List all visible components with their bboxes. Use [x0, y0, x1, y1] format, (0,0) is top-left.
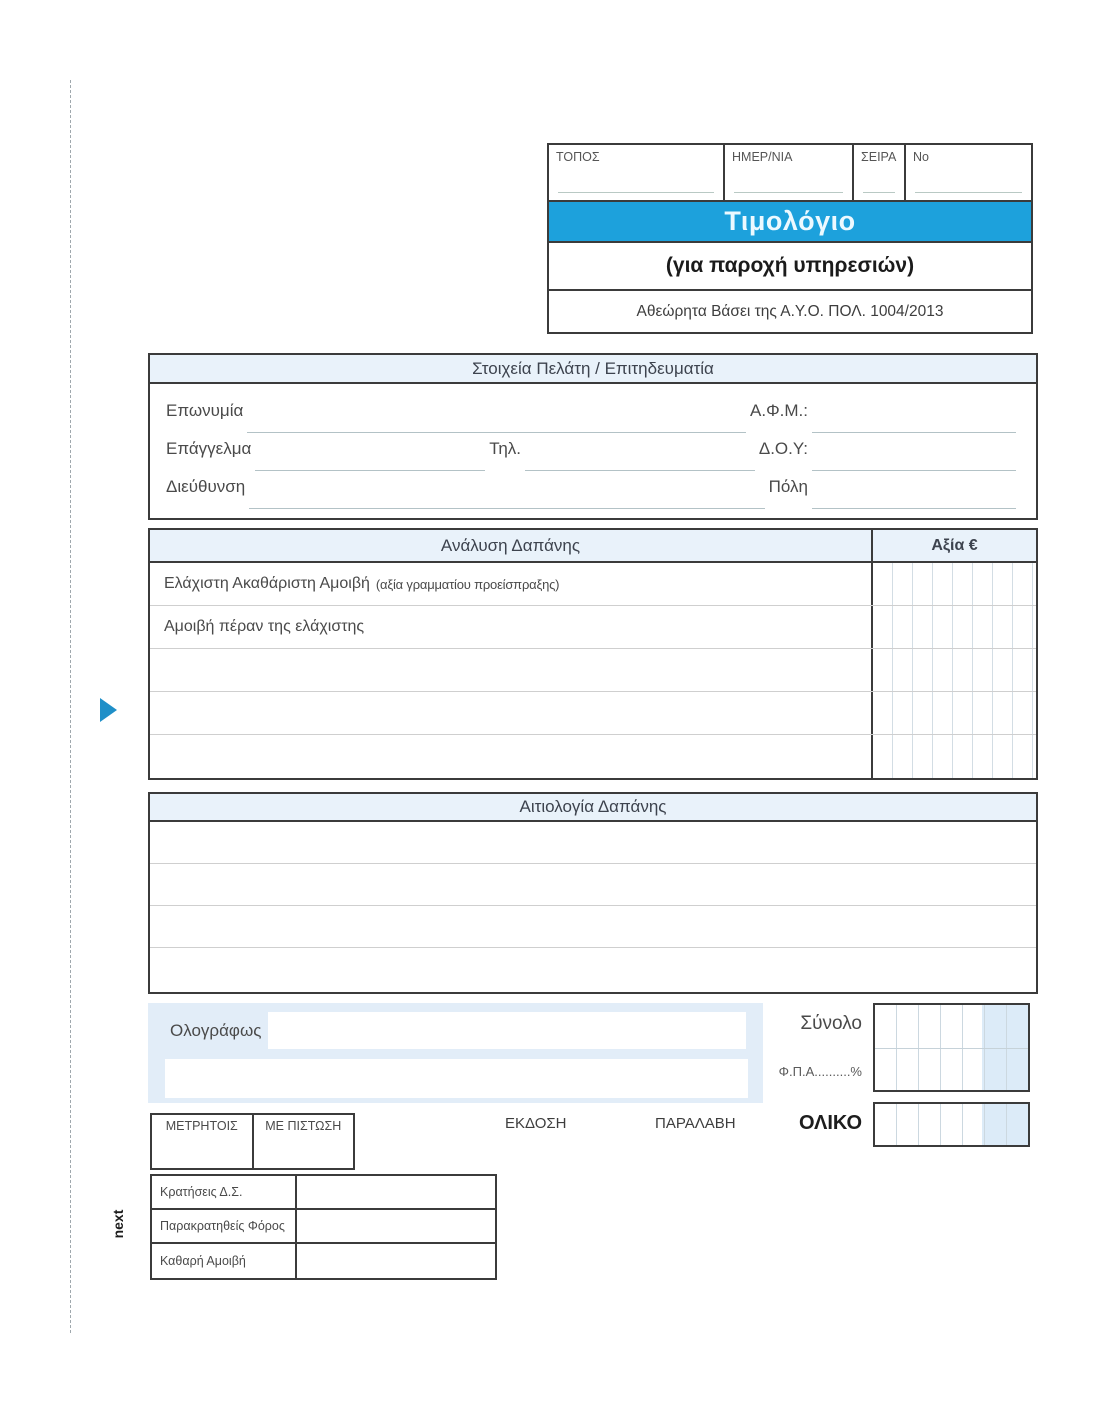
analysis-row [150, 606, 1036, 649]
date-field [725, 145, 854, 200]
address-input[interactable] [249, 495, 764, 509]
analysis-desc-cell[interactable] [150, 692, 871, 734]
vat-label: Φ.Π.Α..........% [778, 1064, 862, 1079]
deduction-ds-label: Κρατήσεις Δ.Σ. [152, 1176, 297, 1208]
minimum-fee-paren: (αξία γραμματίου προείσπραξης) [375, 576, 560, 592]
invoice-title: Τιμολόγιο [724, 206, 856, 236]
invoice-header-box [547, 143, 1033, 334]
customer-section-title: Στοιχεία Πελάτη / Επιτηδευματία [472, 358, 714, 378]
customer-details-box [148, 353, 1038, 520]
next-copy-label: next [110, 1209, 126, 1239]
invoice-note-row [549, 289, 1031, 332]
net-fee-input[interactable] [297, 1244, 495, 1278]
net-fee-label: Καθαρή Αμοιβή [152, 1244, 297, 1278]
company-name-input[interactable] [247, 419, 746, 433]
invoice-subtitle-row [549, 243, 1031, 289]
justification-section-header [150, 794, 1036, 822]
series-input[interactable] [863, 192, 895, 193]
afm-label: Α.Φ.Μ.: [750, 401, 808, 420]
invoice-note: Αθεώρητα Βάσει της Α.Υ.Ο. ΠΟΛ. 1004/2013 [636, 302, 944, 320]
doy-label: Δ.Ο.Υ: [758, 439, 808, 458]
date-input[interactable] [734, 192, 843, 193]
address-label: Διεύθυνση [166, 477, 246, 496]
justification-title: Αιτιολογία Δαπάνης [519, 797, 667, 816]
analysis-row [150, 649, 1036, 692]
table-row [152, 1210, 495, 1244]
afm-input[interactable] [812, 419, 1016, 433]
minimum-fee-label: Ελάχιστη Ακαθάριστη Αμοιβή [164, 575, 370, 592]
analysis-value-cell[interactable] [871, 649, 1036, 691]
profession-input[interactable] [255, 457, 485, 471]
justification-line[interactable] [150, 822, 1036, 864]
value-column-header [871, 530, 1036, 561]
city-input[interactable] [812, 495, 1016, 509]
analysis-desc-cell[interactable] [150, 735, 871, 778]
amount-in-words-band [148, 1003, 763, 1103]
withheld-tax-input[interactable] [297, 1210, 495, 1242]
blue-arrow-icon [100, 698, 117, 722]
receive-signature-label: ΠΑΡΑΛΑΒΗ [655, 1115, 736, 1132]
in-words-input-1[interactable] [268, 1012, 746, 1049]
number-label: No [913, 150, 929, 164]
series-field [854, 145, 906, 200]
analysis-title: Ανάλυση Δαπάνης [440, 535, 581, 555]
customer-fields [150, 384, 1036, 515]
vat-amount-input[interactable] [875, 1048, 1028, 1090]
analysis-row [150, 735, 1036, 778]
extra-fee-label: Αμοιβή πέραν της ελάχιστης [164, 618, 365, 635]
analysis-title-cell [150, 530, 871, 561]
table-row [152, 1176, 495, 1210]
customer-section-header [150, 355, 1036, 384]
subtotal-label: Σύνολο [800, 1013, 862, 1034]
analysis-value-cell[interactable] [871, 606, 1036, 648]
date-label: ΗΜΕΡ/ΝΙΑ [732, 150, 793, 164]
place-input[interactable] [558, 192, 714, 193]
analysis-value-cell[interactable] [871, 735, 1036, 778]
analysis-value-cell[interactable] [871, 563, 1036, 605]
place-field [549, 145, 725, 200]
perforation-dashed-edge [70, 80, 71, 1333]
invoice-title-bar [549, 200, 1031, 243]
table-row [152, 1244, 495, 1278]
meta-fields-row [549, 145, 1031, 200]
in-words-input-2[interactable] [165, 1059, 748, 1098]
cash-cell[interactable] [152, 1115, 254, 1168]
analysis-row [150, 692, 1036, 735]
series-label: ΣΕΙΡΑ [861, 150, 897, 164]
analysis-header [150, 530, 1036, 563]
doy-input[interactable] [812, 457, 1016, 471]
deductions-table [150, 1174, 497, 1280]
analysis-desc-cell [150, 563, 871, 605]
expense-justification-box [148, 792, 1038, 994]
number-field [906, 145, 1031, 200]
company-name-label: Επωνυμία [166, 401, 244, 420]
justification-line[interactable] [150, 906, 1036, 948]
in-words-label: Ολογράφως [170, 1021, 262, 1040]
grand-total-label: ΟΛΙΚΟ [799, 1112, 862, 1134]
justification-line[interactable] [150, 948, 1036, 990]
analysis-desc-cell[interactable] [150, 649, 871, 691]
subtotal-amount-input[interactable] [875, 1005, 1028, 1048]
grand-total-amount-input[interactable] [875, 1104, 1028, 1145]
place-label: ΤΟΠΟΣ [556, 150, 600, 164]
credit-label: ΜΕ ΠΙΣΤΩΣΗ [265, 1119, 342, 1133]
customer-row-2 [166, 439, 1020, 477]
expense-analysis-box [148, 528, 1038, 780]
profession-label: Επάγγελμα [166, 439, 252, 458]
customer-row-1 [166, 401, 1020, 439]
withheld-tax-label: Παρακρατηθείς Φόρος [152, 1210, 297, 1242]
grand-total-amount-box [873, 1102, 1030, 1147]
phone-input[interactable] [525, 457, 755, 471]
phone-label: Τηλ. [489, 439, 522, 458]
customer-row-3 [166, 477, 1020, 515]
analysis-desc-cell [150, 606, 871, 648]
city-label: Πόλη [768, 477, 808, 496]
justification-line[interactable] [150, 864, 1036, 906]
issue-signature-label: ΕΚΔΟΣΗ [505, 1115, 567, 1132]
value-header-label: Αξία € [931, 536, 978, 554]
subtotal-vat-amount-box [873, 1003, 1030, 1092]
cash-label: ΜΕΤΡΗΤΟΙΣ [165, 1119, 238, 1133]
deduction-ds-input[interactable] [297, 1176, 495, 1208]
number-input[interactable] [915, 192, 1022, 193]
analysis-value-cell[interactable] [871, 692, 1036, 734]
payment-method-box [150, 1113, 355, 1170]
invoice-subtitle: (για παροχή υπηρεσιών) [665, 254, 915, 277]
analysis-row [150, 563, 1036, 606]
credit-cell[interactable] [254, 1115, 354, 1168]
